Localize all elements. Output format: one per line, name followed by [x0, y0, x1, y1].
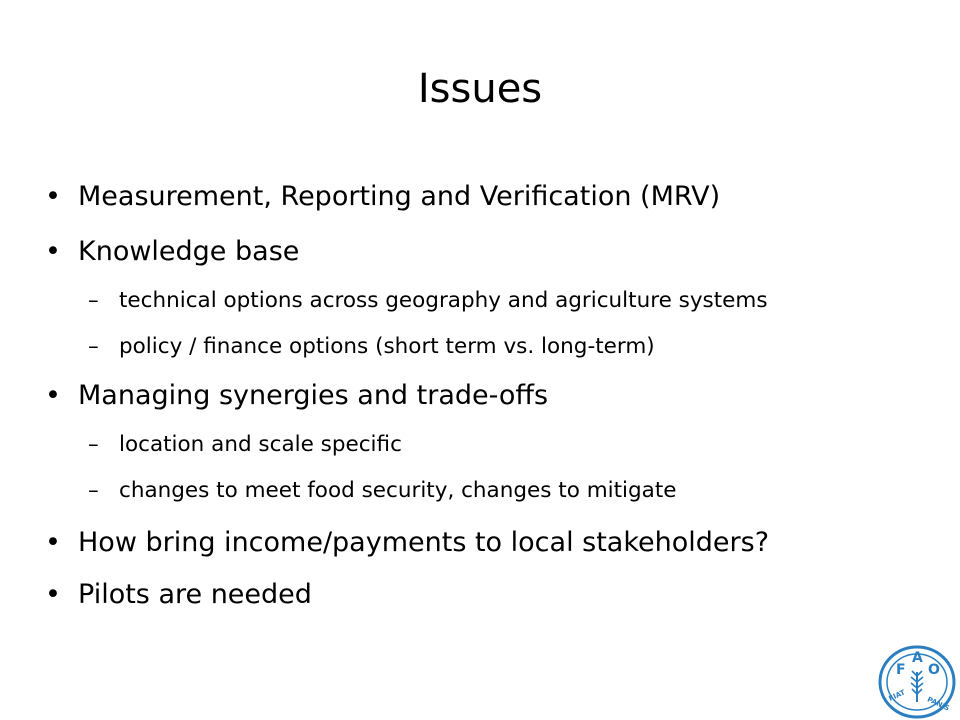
sub-bullet-marker: –: [88, 288, 99, 313]
bullet-item-pilots: [45, 578, 312, 612]
bullet-item-income: [45, 526, 769, 560]
bullet-marker: •: [45, 527, 61, 558]
bullet-marker: •: [45, 236, 61, 267]
sub-bullet-text: policy / finance options (short term vs. long-term): [119, 334, 655, 359]
fao-motto-panis: PANIS: [925, 695, 951, 713]
fao-letter-f: F: [896, 662, 906, 678]
bullet-item-synergies: [45, 379, 548, 413]
bullet-text: Pilots are needed: [78, 579, 312, 610]
sub-bullet-item: [88, 477, 677, 505]
sub-bullet-text: technical options across geography and agriculture systems: [119, 288, 768, 313]
fao-logo-icon: [876, 642, 958, 720]
bullet-text: Measurement, Reporting and Verification (MRV): [78, 181, 721, 212]
sub-bullet-text: location and scale specific: [119, 432, 402, 457]
sub-bullet-marker: –: [88, 432, 99, 457]
bullet-item-knowledge-base: [45, 235, 299, 269]
sub-bullet-text: changes to meet food security, changes to mitigate: [119, 478, 677, 503]
bullet-marker: •: [45, 380, 61, 411]
sub-bullet-marker: –: [88, 478, 99, 503]
bullet-item-mrv: [45, 180, 720, 214]
sub-bullet-item: [88, 431, 402, 459]
fao-motto-fiat: FIAT: [887, 688, 907, 703]
sub-bullet-marker: –: [88, 334, 99, 359]
fao-letter-a: A: [912, 650, 923, 666]
sub-bullet-item: [88, 333, 655, 361]
sub-bullet-item: [88, 287, 768, 315]
fao-letter-o: O: [928, 662, 940, 678]
slide-title: Issues: [417, 66, 543, 112]
bullet-marker: •: [45, 181, 61, 212]
bullet-marker: •: [45, 579, 61, 610]
bullet-text: How bring income/payments to local stakeholders?: [78, 527, 770, 558]
bullet-text: Knowledge base: [78, 236, 300, 267]
bullet-text: Managing synergies and trade-offs: [78, 380, 549, 411]
